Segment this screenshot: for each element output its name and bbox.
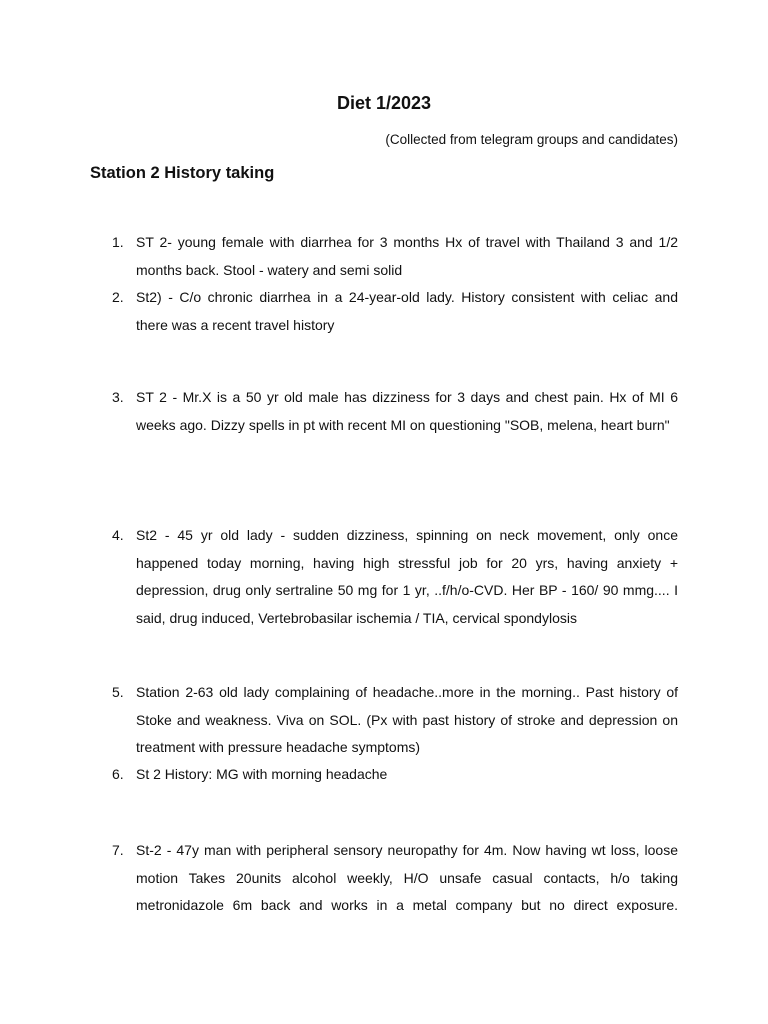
- list-item: [108, 837, 678, 920]
- list-item-text: St-2 - 47y man with peripheral sensory neuropathy for 4m. Now having wt loss, loose motion Takes 20units alcohol weekly, H/O unsafe casual contacts, h/o taking metronidazole 6m back and works in a metal company but no direct exposure.: [136, 842, 678, 913]
- list-item-text: St 2 History: MG with morning headache: [136, 766, 388, 782]
- list-item-number: 5.: [112, 684, 124, 700]
- list-item-text: St2 - 45 yr old lady - sudden dizziness, spinning on neck movement, only once happened today morning, having high stressful job for 20 yrs, having anxiety + depression, drug only sertraline 50 mg for 1 yr, ..f/h/o-CVD. Her BP - 160/ 90 mmg.... I said, drug induced, Vertebrobasilar ischemia / TIA, cervical spondylosis: [136, 527, 678, 626]
- list-item: [108, 679, 678, 762]
- section-heading: Station 2 History taking: [90, 164, 275, 182]
- list-item-number: 6.: [112, 766, 124, 782]
- list-item: [108, 384, 678, 439]
- list-item-number: 4.: [112, 527, 124, 543]
- document-title: Diet 1/2023: [336, 93, 432, 113]
- list-item-text: St2) - C/o chronic diarrhea in a 24-year-old lady. History consistent with celiac and there was a recent travel history: [136, 289, 678, 333]
- list-item-text: ST 2 - Mr.X is a 50 yr old male has dizziness for 3 days and chest pain. Hx of MI 6 weeks ago. Dizzy spells in pt with recent MI on questioning "SOB, melena, heart burn": [136, 389, 678, 433]
- list-item-text: Station 2-63 old lady complaining of headache..more in the morning.. Past history of Stoke and weakness. Viva on SOL. (Px with past history of stroke and depression on treatment with pressure headache symptoms): [136, 684, 678, 755]
- list-item: [108, 522, 678, 632]
- list-item-text: ST 2- young female with diarrhea for 3 months Hx of travel with Thailand 3 and 1/2 months back. Stool - watery and semi solid: [136, 234, 678, 278]
- list-item: [108, 761, 678, 789]
- document-subtitle: (Collected from telegram groups and candidates): [385, 132, 678, 147]
- list-item-number: 7.: [112, 842, 124, 858]
- list-item: [108, 229, 678, 284]
- list-item-number: 3.: [112, 389, 124, 405]
- list-item: [108, 284, 678, 339]
- list-item-number: 1.: [112, 234, 124, 250]
- list-item-number: 2.: [112, 289, 124, 305]
